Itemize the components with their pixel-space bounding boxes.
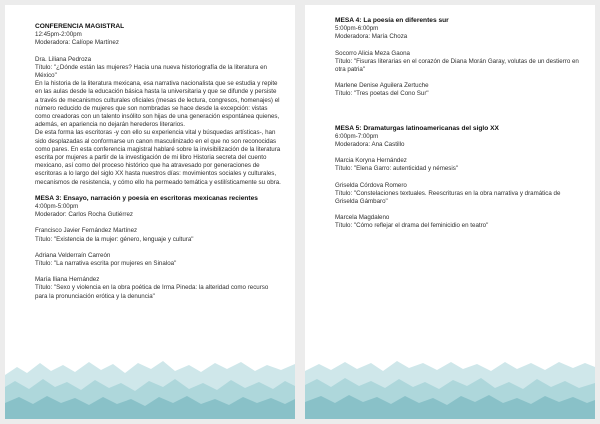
talk-speaker-name: Griselda Córdova Romero xyxy=(335,181,407,189)
conference-block xyxy=(35,23,281,48)
speaker-name: Dra. Liliana Pedroza xyxy=(35,55,92,63)
mesa-5-title: MESA 5: Dramaturgas latinoamericanas del siglo XX xyxy=(335,124,499,132)
conference-time: 12:45pm-2:00pm xyxy=(35,31,82,39)
talk-title: Título: "Fisuras literarias en el corazón de Diana Morán Garay, volutas de un destierro en otra patria" xyxy=(335,57,579,74)
talk-title: Título: "Tres poetas del Cono Sur" xyxy=(335,90,429,98)
talk-speaker-name: Marcela Magdaleno xyxy=(335,214,390,222)
mesa-5-block xyxy=(335,125,581,231)
conference-title: CONFERENCIA MAGISTRAL xyxy=(35,23,125,30)
talk-speaker-name: Adriana Velderraín Carreón xyxy=(35,251,111,259)
talk-speaker-name: Francisco Javier Fernández Martínez xyxy=(35,227,138,235)
mesa-4-title: MESA 4: La poesía en diferentes sur xyxy=(335,17,449,24)
talk-title: Título: "Existencia de la mujer: género, lenguaje y cultura" xyxy=(35,235,194,243)
conference-moderator: Moderadora: Calíope Martínez xyxy=(35,39,119,47)
decorative-wave-footer xyxy=(305,357,595,419)
page-right-content xyxy=(335,17,581,239)
talk-title: Título: "Constelaciones textuales. Reescrituras en la obra narrativa y dramática de Griselda Gámbaro" xyxy=(335,189,561,206)
speaker-abstract: En la historia de la literatura mexicana, esa narrativa nacionalista que se estudia y repite en las aulas desde la educación básica hasta la universitaria y que se difunde y persiste a través de mecanismos culturales oficiales (mesas de lectura, congresos, homenajes) el número reducido de mujeres que son nombradas se hace desde la excepción: vistas como creadoras con un talento insólito son hijas de una generación espontánea quienes, además, en apariencia no dejarán herederos literarios. De esta forma las escritoras -y con ello su experiencia vital y búsquedas artísticas-, han sido desplazadas al conformarse un canon masculinizado en el que no son reconocidas como pares. En esta conferencia magistral hablaré sobre la invisibilización de la literatura escrita por mujeres a partir de la investigación de mi libro Historia secreta del cuento mexicano, así como del proceso histórico que ha atravesado por generaciones de escritoras a lo largo del siglo XX hasta nuestros días: movimientos sociales y culturales, mecanismos de resistencia, y cómo ello ha permeado temática y estilísticamente su obra. xyxy=(35,80,281,186)
talk-title: Título: "Sexo y violencia en la obra poética de Irma Pineda: la alteridad como recurso para la pronunciación erótica y la denuncia" xyxy=(35,284,269,300)
program-page-left xyxy=(5,5,295,419)
speaker-talk-title: Título: "¿Dónde están las mujeres? Hacia una nueva historiografía de la literatura en México" xyxy=(35,63,267,80)
mesa-3-time: 4:00pm-5:00pm xyxy=(35,203,79,211)
talk-title: Título: "Elena Garro: autenticidad y némesis" xyxy=(335,165,459,173)
mesa-3-moderator: Moderador: Carlos Rocha Gutiérrez xyxy=(35,211,134,219)
decorative-wave-footer xyxy=(5,357,295,419)
mesa-4-block xyxy=(335,17,581,99)
mesa-3-title: MESA 3: Ensayo, narración y poesía en escritoras mexicanas recientes xyxy=(35,194,258,202)
mesa-5-time: 6:00pm-7:00pm xyxy=(335,132,379,140)
page-left-content xyxy=(35,23,281,309)
talk-title: Título: "La narrativa escrita por mujeres en Sinaloa" xyxy=(35,260,177,268)
talk-speaker-name: Socorro Alicia Meza Gaona xyxy=(335,49,410,57)
talk-speaker-name: Marcia Koryna Hernández xyxy=(335,157,407,165)
talk-speaker-name: Marlene Denise Aguilera Zertuche xyxy=(335,82,429,90)
talk-title: Título: "Cómo reflejar el drama del feminicidio en teatro" xyxy=(335,222,489,230)
program-page-right xyxy=(305,5,595,419)
speaker-block xyxy=(35,56,281,187)
mesa-4-time: 5:00pm-6:00pm xyxy=(335,25,379,33)
mesa-5-moderator: Moderadora: Ana Castillo xyxy=(335,141,405,149)
mesa-3-block xyxy=(35,195,281,301)
talk-speaker-name: María Iliana Hernández xyxy=(35,276,100,284)
mesa-4-moderator: Moderadora: María Choza xyxy=(335,33,408,41)
